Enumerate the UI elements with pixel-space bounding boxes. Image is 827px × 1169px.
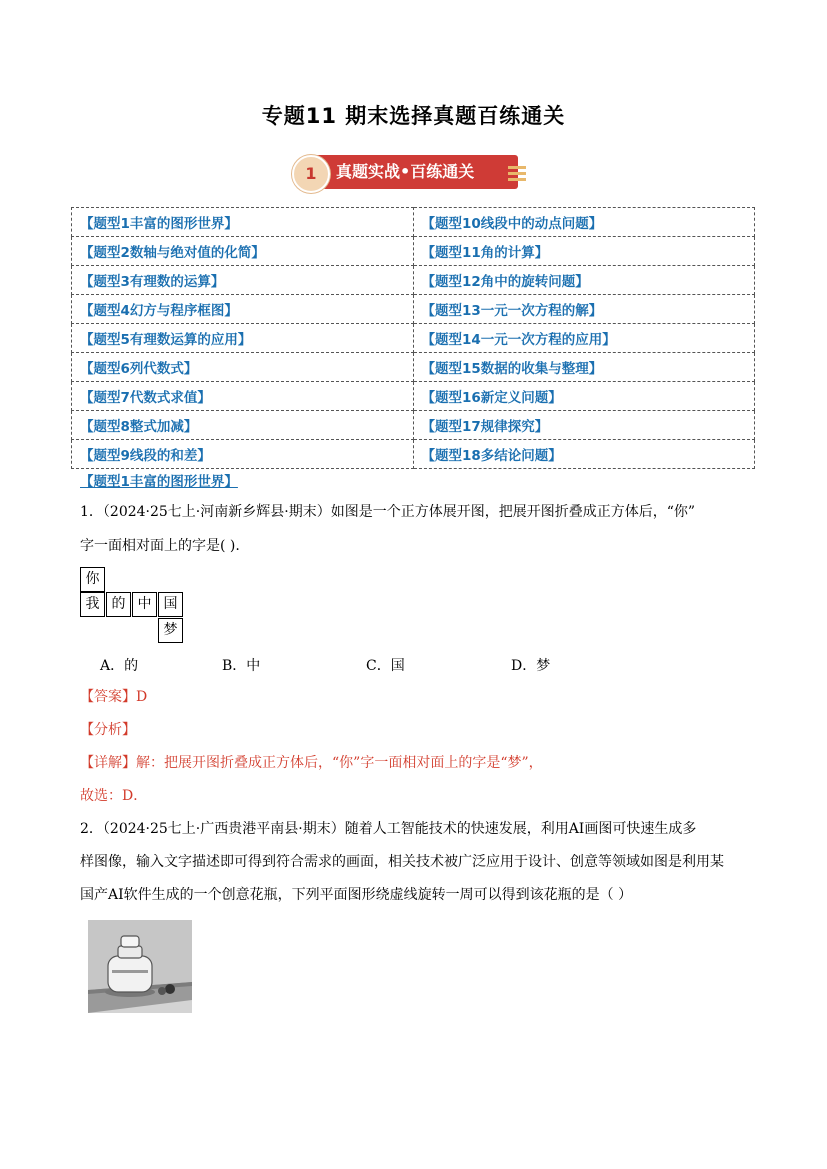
- topic-link[interactable]: 【题型7代数式求值】: [72, 382, 414, 411]
- topic-link[interactable]: 【题型5有理数运算的应用】: [72, 324, 414, 353]
- topic-link[interactable]: 【题型6列代数式】: [72, 353, 414, 382]
- banner-number: 1: [292, 155, 330, 193]
- net-cell: 中: [132, 592, 157, 617]
- analysis-label: 【分析】: [80, 722, 136, 738]
- q2-line3: 国产AI软件生成的一个创意花瓶，下列平面图形绕虚线旋转一周可以得到该花瓶的是（ ）: [80, 887, 633, 903]
- topic-link[interactable]: 【题型9线段的和差】: [72, 440, 414, 469]
- answer-line: [80, 683, 750, 712]
- section-heading[interactable]: 【题型1丰富的图形世界】: [80, 474, 238, 490]
- option-a[interactable]: A．的: [100, 658, 139, 674]
- q1-line2: 字一面相对面上的字是( ).: [80, 538, 240, 554]
- topic-table: [71, 207, 755, 469]
- topic-link[interactable]: 【题型12角中的旋转问题】: [413, 266, 755, 295]
- option-d[interactable]: D．梦: [511, 658, 551, 674]
- topic-link[interactable]: 【题型10线段中的动点问题】: [413, 208, 755, 237]
- section-banner: [292, 153, 532, 193]
- net-cell: 国: [158, 592, 183, 617]
- detail-text: 解：把展开图折叠成正方体后，“你”字一面相对面上的字是“梦”，: [136, 755, 543, 771]
- conclusion: 故选：D．: [80, 788, 148, 804]
- topic-link[interactable]: 【题型18多结论问题】: [413, 440, 755, 469]
- banner-stripes-decoration: [508, 166, 526, 184]
- topic-link[interactable]: 【题型11角的计算】: [413, 237, 755, 266]
- topic-link[interactable]: 【题型2数轴与绝对值的化简】: [72, 237, 414, 266]
- detail-line: [80, 749, 750, 778]
- net-cell: 你: [80, 567, 105, 592]
- answer-label: 【答案】: [80, 689, 136, 705]
- topic-link[interactable]: 【题型14一元一次方程的应用】: [413, 324, 755, 353]
- topic-link[interactable]: 【题型17规律探究】: [413, 411, 755, 440]
- topic-link[interactable]: 【题型1丰富的图形世界】: [72, 208, 414, 237]
- topic-link[interactable]: 【题型4幻方与程序框图】: [72, 295, 414, 324]
- q1-line1: 1．（2024·25七上·河南新乡辉县·期末）如图是一个正方体展开图，把展开图折叠成正方体后，“你”: [80, 504, 696, 520]
- option-c[interactable]: C．国: [366, 658, 405, 674]
- topic-link[interactable]: 【题型16新定义问题】: [413, 382, 755, 411]
- topic-link[interactable]: 【题型13一元一次方程的解】: [413, 295, 755, 324]
- page-title: 专题11 期末选择真题百练通关: [261, 104, 566, 128]
- q2-line1: 2．（2024·25七上·广西贵港平南县·期末）随着人工智能技术的快速发展，利用AI画图可快速生成多: [80, 821, 697, 837]
- net-cell: 我: [80, 592, 105, 617]
- answer-value: D: [136, 689, 148, 705]
- net-cell: 梦: [158, 618, 183, 643]
- net-cell: 的: [106, 592, 131, 617]
- topic-link[interactable]: 【题型8整式加减】: [72, 411, 414, 440]
- topic-link[interactable]: 【题型15数据的收集与整理】: [413, 353, 755, 382]
- banner-label: 真题实战•百练通关: [336, 162, 475, 181]
- q2-line2: 样图像，输入文字描述即可得到符合需求的画面，相关技术被广泛应用于设计、创意等领域如图是利用某: [80, 854, 724, 870]
- detail-label: 【详解】: [80, 755, 136, 771]
- vase-image: [88, 920, 192, 1013]
- topic-link[interactable]: 【题型3有理数的运算】: [72, 266, 414, 295]
- option-b[interactable]: B．中: [222, 658, 261, 674]
